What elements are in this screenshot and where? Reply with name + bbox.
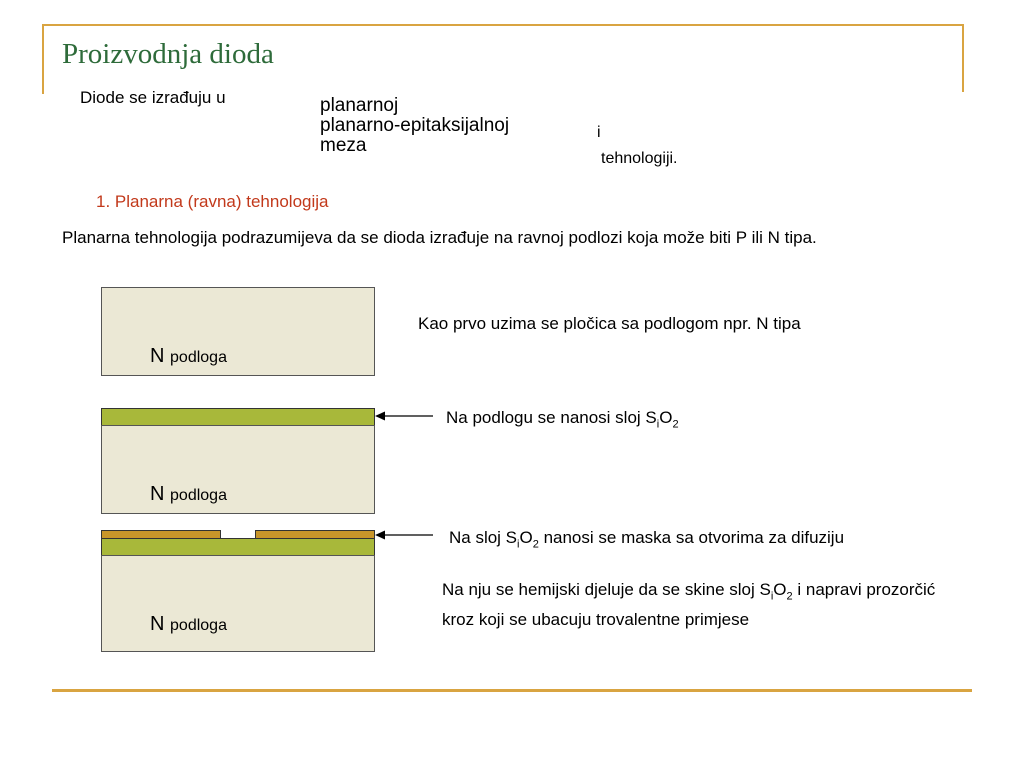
step-4-caption: Na nju se hemijski djeluje da se skine sloj $S_iO_2$ i napravi prozorčić kroz koji se ubacuju trovalentne primjese xyxy=(442,580,936,630)
step-3-caption: Na sloj $S_iO_2$ nanosi se maska sa otvorima za difuziju xyxy=(449,528,845,551)
technology-list xyxy=(320,96,509,156)
step-1-caption: Kao prvo uzima se pločica sa podlogom npr. N tipa xyxy=(418,314,801,333)
title-frame-left xyxy=(42,24,44,94)
substrate-3 xyxy=(101,555,375,652)
section-heading: 1. Planarna (ravna) tehnologija xyxy=(96,192,329,211)
technology-word: tehnologiji. xyxy=(601,150,678,167)
arrow-icon xyxy=(375,529,435,541)
substrate-label-2: N podloga xyxy=(150,483,227,505)
substrate-2 xyxy=(101,425,375,514)
footer-line xyxy=(52,689,972,692)
intro-text: Diode se izrađuju u xyxy=(80,88,226,107)
substrate-label-1: N podloga xyxy=(150,345,227,367)
title-frame-top xyxy=(42,24,964,26)
technology-item: planarnoj xyxy=(320,95,399,116)
substrate-label-3: N podloga xyxy=(150,613,227,635)
substrate-1 xyxy=(101,287,375,376)
technology-item: meza xyxy=(320,135,367,156)
slide-title: Proizvodnja dioda xyxy=(62,38,274,70)
oxide-layer-2 xyxy=(101,408,375,426)
technology-item: planarno-epitaksijalnoj xyxy=(320,115,510,136)
oxide-layer-3 xyxy=(101,538,375,556)
step-2-caption: Na podlogu se nanosi sloj $S_iO_2$ xyxy=(446,408,679,431)
description-paragraph: Planarna tehnologija podrazumijeva da se dioda izrađuje na ravnoj podlozi koja može biti P ili N tipa. xyxy=(62,228,817,247)
title-frame-right xyxy=(962,24,964,92)
arrow-icon xyxy=(375,410,435,422)
conjunction-text: i xyxy=(597,124,601,141)
